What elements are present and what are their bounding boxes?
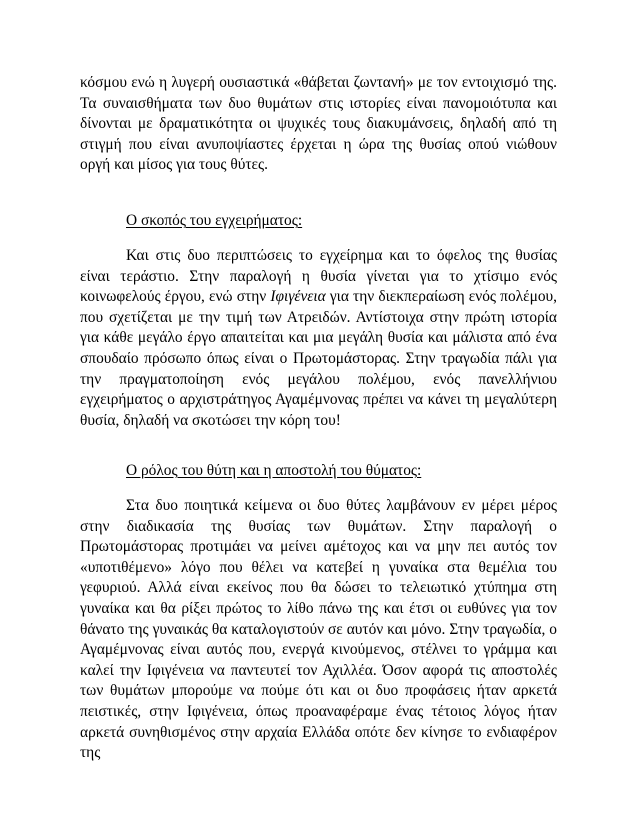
paragraph-continuation bbox=[80, 73, 557, 176]
paragraph-text bbox=[80, 246, 557, 431]
section-heading-purpose bbox=[80, 211, 557, 232]
paragraph-text-part: για την διεκπεραίωση ενός πολέμου, που σχετίζεται με την τιμή των Ατρειδών. Αντίστοιχα στην πρώτη ιστορία για κάθε μεγάλο έργο απαιτείται και μια μεγάλη θυσία και μάλιστα από ένα σπουδαίο πρόσωπο όπως είναι ο Πρωτομάστορας. Στην τραγωδία πάλι για την πραγματοποίηση ενός μεγάλου πολέμου, ενός πανελλήνιου εγχειρήματος ο αρχιστράτηγος Αγαμέμνονας πρέπει να κάνει τη μεγαλύτερη θυσία, δηλαδή να σκοτώσει την κόρη του! bbox=[80, 288, 557, 429]
paragraph-text-part: Και στις δυο περιπτώσεις το εγχείρημα και το όφελος της θυσίας είναι τεράστιο. Στην παραλογή η θυσία γίνεται για το χτίσιμο ενός κοινωφελούς έργου, ενώ στην bbox=[80, 247, 557, 306]
paragraph-role bbox=[80, 496, 557, 764]
paragraph-text: Στα δυο ποιητικά κείμενα οι δυο θύτες λαμβάνουν εν μέρει μέρος στην διαδικασία της θυσίας των θυμάτων. Στην παραλογή ο Πρωτομάστορας προτιμάει να μείνει αμέτοχος και να μην πει αυτός τον «υποτιθέμενο» λόγο που θέλει να κατεβεί η γυναίκα στα θεμέλια του γεφυριού. Αλλά είναι εκείνος που θα δώσει το τελειωτικό χτύπημα στη γυναίκα και θα ρίξει πρώτος το λίθο πάνω της και έτσι οι ευθύνες για τον θάνατο της γυναικάς θα καταλογιστούν σε αυτόν και μόνο. Στην τραγωδία, ο Αγαμέμνονας είναι αυτός που, ενεργά κινούμενος, στέλνει το γράμμα και καλεί την Ιφιγένεια να παντευτεί τον Αχιλλέα. Όσον αφορά τις αποστολές των θυμάτων μπορούμε να πούμε ότι και οι δυο προφάσεις ήταν αρκετά πειστικές, στην Ιφιγένεια, όπως προαναφέραμε ένας τέτοιος λόγος ήταν αρκετά συνηθισμένος στην αρχαία Ελλάδα οπότε δεν κίνησε το ενδιαφέρον της bbox=[80, 497, 557, 762]
paragraph-text: κόσμου ενώ η λυγερή ουσιαστικά «θάβεται ζωντανή» με τον εντοιχισμό της. Τα συναισθήματα των δυο θυμάτων στις ιστορίες είναι πανομοιότυπα και δίνονται με δραματικότητα οι ψυχικές τους διακυμάνσεις, δηλαδή από τη στιγμή που είναι ανυποψίαστες έρχεται η ώρα της θυσίας οπού νιώθουν οργή και μίσος για τους θύτες. bbox=[80, 74, 557, 174]
section-heading-role bbox=[80, 461, 557, 482]
paragraph-purpose bbox=[80, 246, 557, 431]
heading-text: Ο ρόλος του θύτη και η αποστολή του θύματος: bbox=[126, 462, 422, 479]
italic-title-iphigenia: Ιφιγένεια bbox=[270, 288, 326, 306]
heading-text: Ο σκοπός του εγχειρήματος: bbox=[126, 212, 303, 229]
